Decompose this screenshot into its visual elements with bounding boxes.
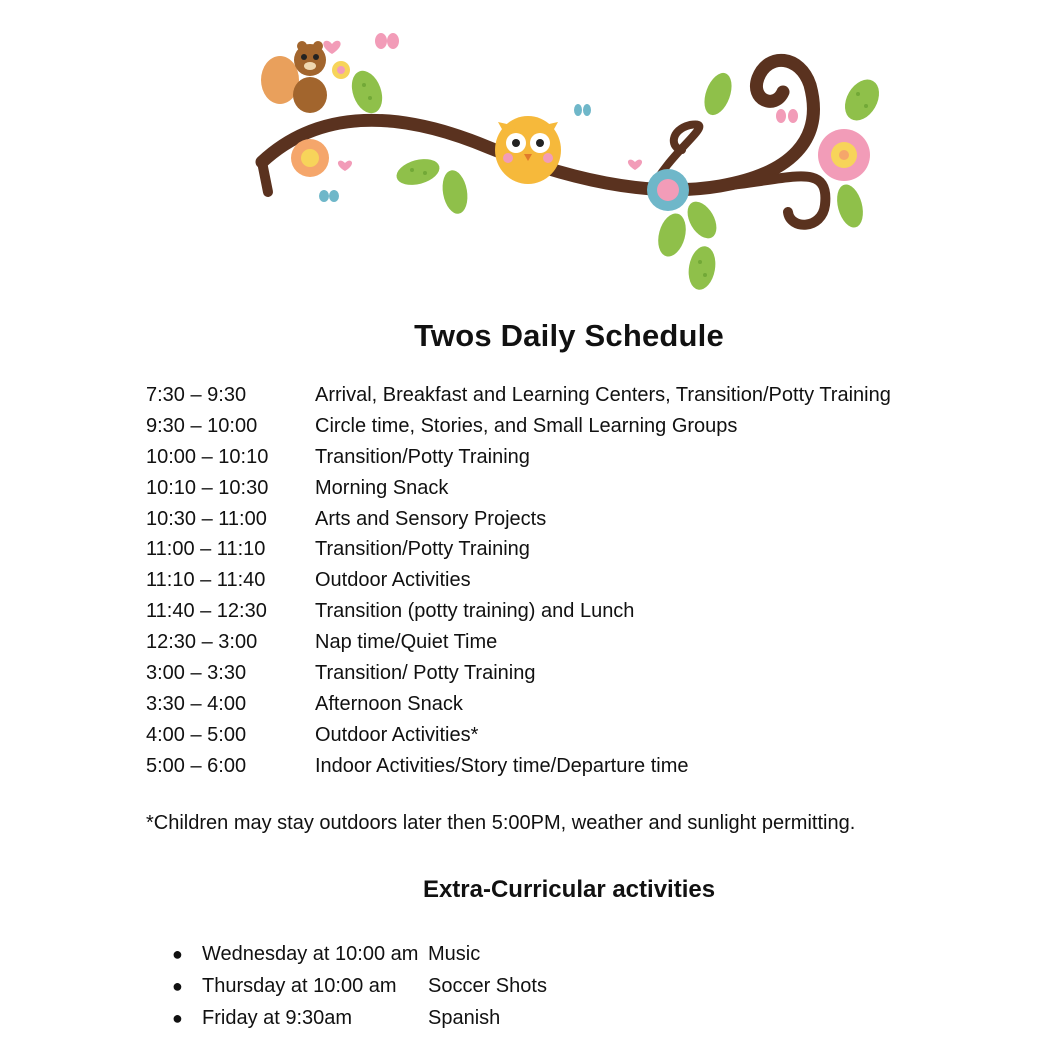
schedule-activity: Indoor Activities/Story time/Departure time	[315, 754, 689, 777]
daily-schedule	[146, 380, 1026, 782]
flower-icon	[647, 169, 689, 211]
extras-activity: Music	[428, 943, 481, 965]
schedule-row	[146, 534, 1026, 565]
schedule-time: 11:10 – 11:40	[146, 569, 266, 592]
schedule-time: 5:00 – 6:00	[146, 754, 247, 777]
schedule-row	[146, 504, 1026, 535]
extras-activity: Spanish	[428, 1007, 501, 1029]
flower-icon	[291, 139, 329, 177]
list-item	[172, 1002, 547, 1034]
bullet-icon: ●	[172, 976, 183, 996]
schedule-time: 12:30 – 3:00	[146, 631, 258, 654]
schedule-time: 11:00 – 11:10	[146, 538, 266, 561]
extras-activity: Soccer Shots	[428, 975, 547, 997]
schedule-time: 3:30 – 4:00	[146, 692, 247, 715]
schedule-activity: Transition (potty training) and Lunch	[315, 600, 635, 623]
butterfly-icon	[375, 33, 399, 49]
schedule-activity: Circle time, Stories, and Small Learning Groups	[315, 414, 738, 437]
squirrel-icon	[261, 41, 327, 113]
schedule-row	[146, 473, 1026, 504]
schedule-row	[146, 380, 1026, 411]
schedule-activity: Transition/Potty Training	[315, 538, 530, 561]
schedule-activity: Outdoor Activities*	[315, 723, 479, 746]
schedule-activity: Transition/Potty Training	[315, 445, 530, 468]
schedule-time: 9:30 – 10:00	[146, 414, 258, 437]
list-item	[172, 938, 547, 970]
extras-when: Friday at 9:30am	[202, 1007, 353, 1029]
schedule-activity: Morning Snack	[315, 476, 449, 499]
bullet-icon: ●	[172, 944, 183, 964]
schedule-row	[146, 689, 1026, 720]
schedule-time: 3:00 – 3:30	[146, 662, 247, 685]
schedule-activity: Nap time/Quiet Time	[315, 631, 498, 654]
schedule-time: 10:30 – 11:00	[146, 507, 267, 530]
schedule-activity: Outdoor Activities	[315, 569, 471, 592]
schedule-row	[146, 751, 1026, 782]
butterfly-icon	[574, 104, 591, 116]
owl-icon	[495, 116, 561, 184]
schedule-time: 11:40 – 12:30	[146, 600, 267, 623]
schedule-activity: Afternoon Snack	[315, 692, 463, 715]
schedule-row	[146, 627, 1026, 658]
schedule-row	[146, 411, 1026, 442]
list-item	[172, 970, 547, 1002]
schedule-activity: Arrival, Breakfast and Learning Centers, Transition/Potty Training	[315, 384, 891, 406]
extras-when: Wednesday at 10:00 am	[202, 943, 419, 965]
extras-when: Thursday at 10:00 am	[202, 975, 397, 997]
extras-title: Extra-Curricular activities	[422, 876, 716, 903]
schedule-row	[146, 720, 1026, 751]
butterfly-icon	[319, 190, 339, 202]
schedule-row	[146, 658, 1026, 689]
schedule-time: 10:00 – 10:10	[146, 445, 269, 468]
extras-list	[172, 938, 547, 1034]
schedule-row	[146, 442, 1026, 473]
schedule-time: 7:30 – 9:30	[146, 384, 247, 406]
flower-icon	[818, 129, 870, 181]
schedule-time: 10:10 – 10:30	[146, 476, 269, 499]
butterfly-icon	[776, 109, 798, 123]
schedule-row	[146, 596, 1026, 627]
tree-branch-illustration	[250, 30, 890, 300]
schedule-activity: Arts and Sensory Projects	[315, 507, 547, 530]
schedule-row	[146, 565, 1026, 596]
footnote: *Children may stay outdoors later then 5:00PM, weather and sunlight permitting.	[146, 812, 856, 834]
document-title: Twos Daily Schedule	[414, 318, 724, 353]
bullet-icon: ●	[172, 1008, 183, 1028]
schedule-time: 4:00 – 5:00	[146, 723, 247, 746]
schedule-activity: Transition/ Potty Training	[315, 662, 536, 685]
